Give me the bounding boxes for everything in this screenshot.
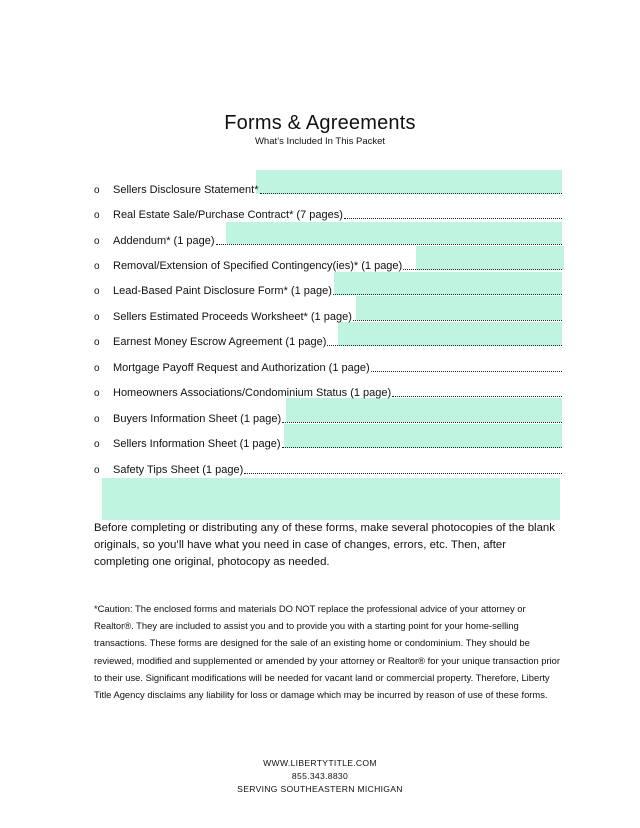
list-item (94, 435, 562, 451)
dot-leader (216, 243, 562, 245)
list-item-label: Earnest Money Escrow Agreement (1 page) (113, 336, 327, 348)
list-bullet: o (94, 363, 100, 374)
list-item (94, 181, 562, 197)
dot-leader (327, 344, 562, 346)
dot-leader (260, 192, 562, 194)
list-item (94, 410, 562, 426)
list-bullet: o (94, 414, 100, 425)
list-bullet: o (94, 236, 100, 247)
list-item-label: Lead-Based Paint Disclosure Form* (1 page) (113, 285, 332, 297)
list-bullet: o (94, 388, 100, 399)
list-item-label: Addendum* (1 page) (113, 235, 215, 247)
caution-paragraph: *Caution: The enclosed forms and materials DO NOT replace the professional advice of your attorney or Realtor®. They are included to assist you and to provide you with a starting point for your home-selling transactions. These forms are designed for the sale of an existing home or condominium. They should be reviewed, modified and supplemented or amended by your attorney or Realtor® for your unique transaction prior to their use. Significant modifications will be needed for vacant land or commercial property. Therefore, Liberty Title Agency disclaims any liability for loss or damage which may be incurred by reason of use of these forms. (94, 603, 561, 701)
dot-leader (344, 217, 562, 219)
list-item-label: Mortgage Payoff Request and Authorization (1 page) (113, 362, 370, 374)
list-item (94, 359, 562, 375)
list-item-label: Real Estate Sale/Purchase Contract* (7 pages) (113, 209, 343, 221)
dot-leader (371, 370, 562, 372)
footer-phone: 855.343.8830 (291, 771, 349, 781)
instructions-paragraph: Before completing or distributing any of these forms, make several photocopies of the blank originals, so you’ll have what you need in case of changes, errors, etc. Then, after completing one original, photocopy as needed. (94, 522, 555, 568)
list-bullet: o (94, 439, 100, 450)
list-item-label: Sellers Estimated Proceeds Worksheet* (1 page) (113, 311, 352, 323)
dot-leader (282, 421, 562, 423)
list-item (94, 232, 562, 248)
list-item (94, 308, 562, 324)
list-item-label: Removal/Extension of Specified Contingency(ies)* (1 page) (113, 260, 403, 272)
list-item (94, 333, 562, 349)
footer-tagline: SERVING SOUTHEASTERN MICHIGAN (237, 784, 403, 794)
form-field-notes[interactable] (102, 478, 560, 520)
dot-leader (403, 268, 562, 270)
list-bullet: o (94, 465, 100, 476)
list-bullet: o (94, 261, 100, 272)
list-item-label: Sellers Information Sheet (1 page) (113, 438, 281, 450)
list-bullet: o (94, 286, 100, 297)
dot-leader (282, 446, 562, 448)
footer-website: WWW.LIBERTYTITLE.COM (263, 758, 377, 768)
list-item (94, 461, 562, 477)
list-item (94, 206, 562, 222)
list-bullet: o (94, 185, 100, 196)
page-subtitle: What’s Included In This Packet (254, 136, 386, 147)
list-item-label: Sellers Disclosure Statement* (113, 184, 259, 196)
dot-leader (353, 319, 562, 321)
list-item-label: Safety Tips Sheet (1 page) (113, 464, 244, 476)
list-item (94, 384, 562, 400)
dot-leader (244, 472, 562, 474)
list-item-label: Homeowners Associations/Condominium Status (1 page) (113, 387, 392, 399)
dot-leader (392, 395, 562, 397)
list-item-label: Buyers Information Sheet (1 page) (113, 413, 282, 425)
footer (0, 757, 640, 796)
list-item (94, 257, 562, 273)
list-bullet: o (94, 312, 100, 323)
list-bullet: o (94, 210, 100, 221)
list-item (94, 282, 562, 298)
list-bullet: o (94, 337, 100, 348)
page-title: Forms & Agreements (224, 112, 416, 134)
dot-leader (333, 293, 562, 295)
